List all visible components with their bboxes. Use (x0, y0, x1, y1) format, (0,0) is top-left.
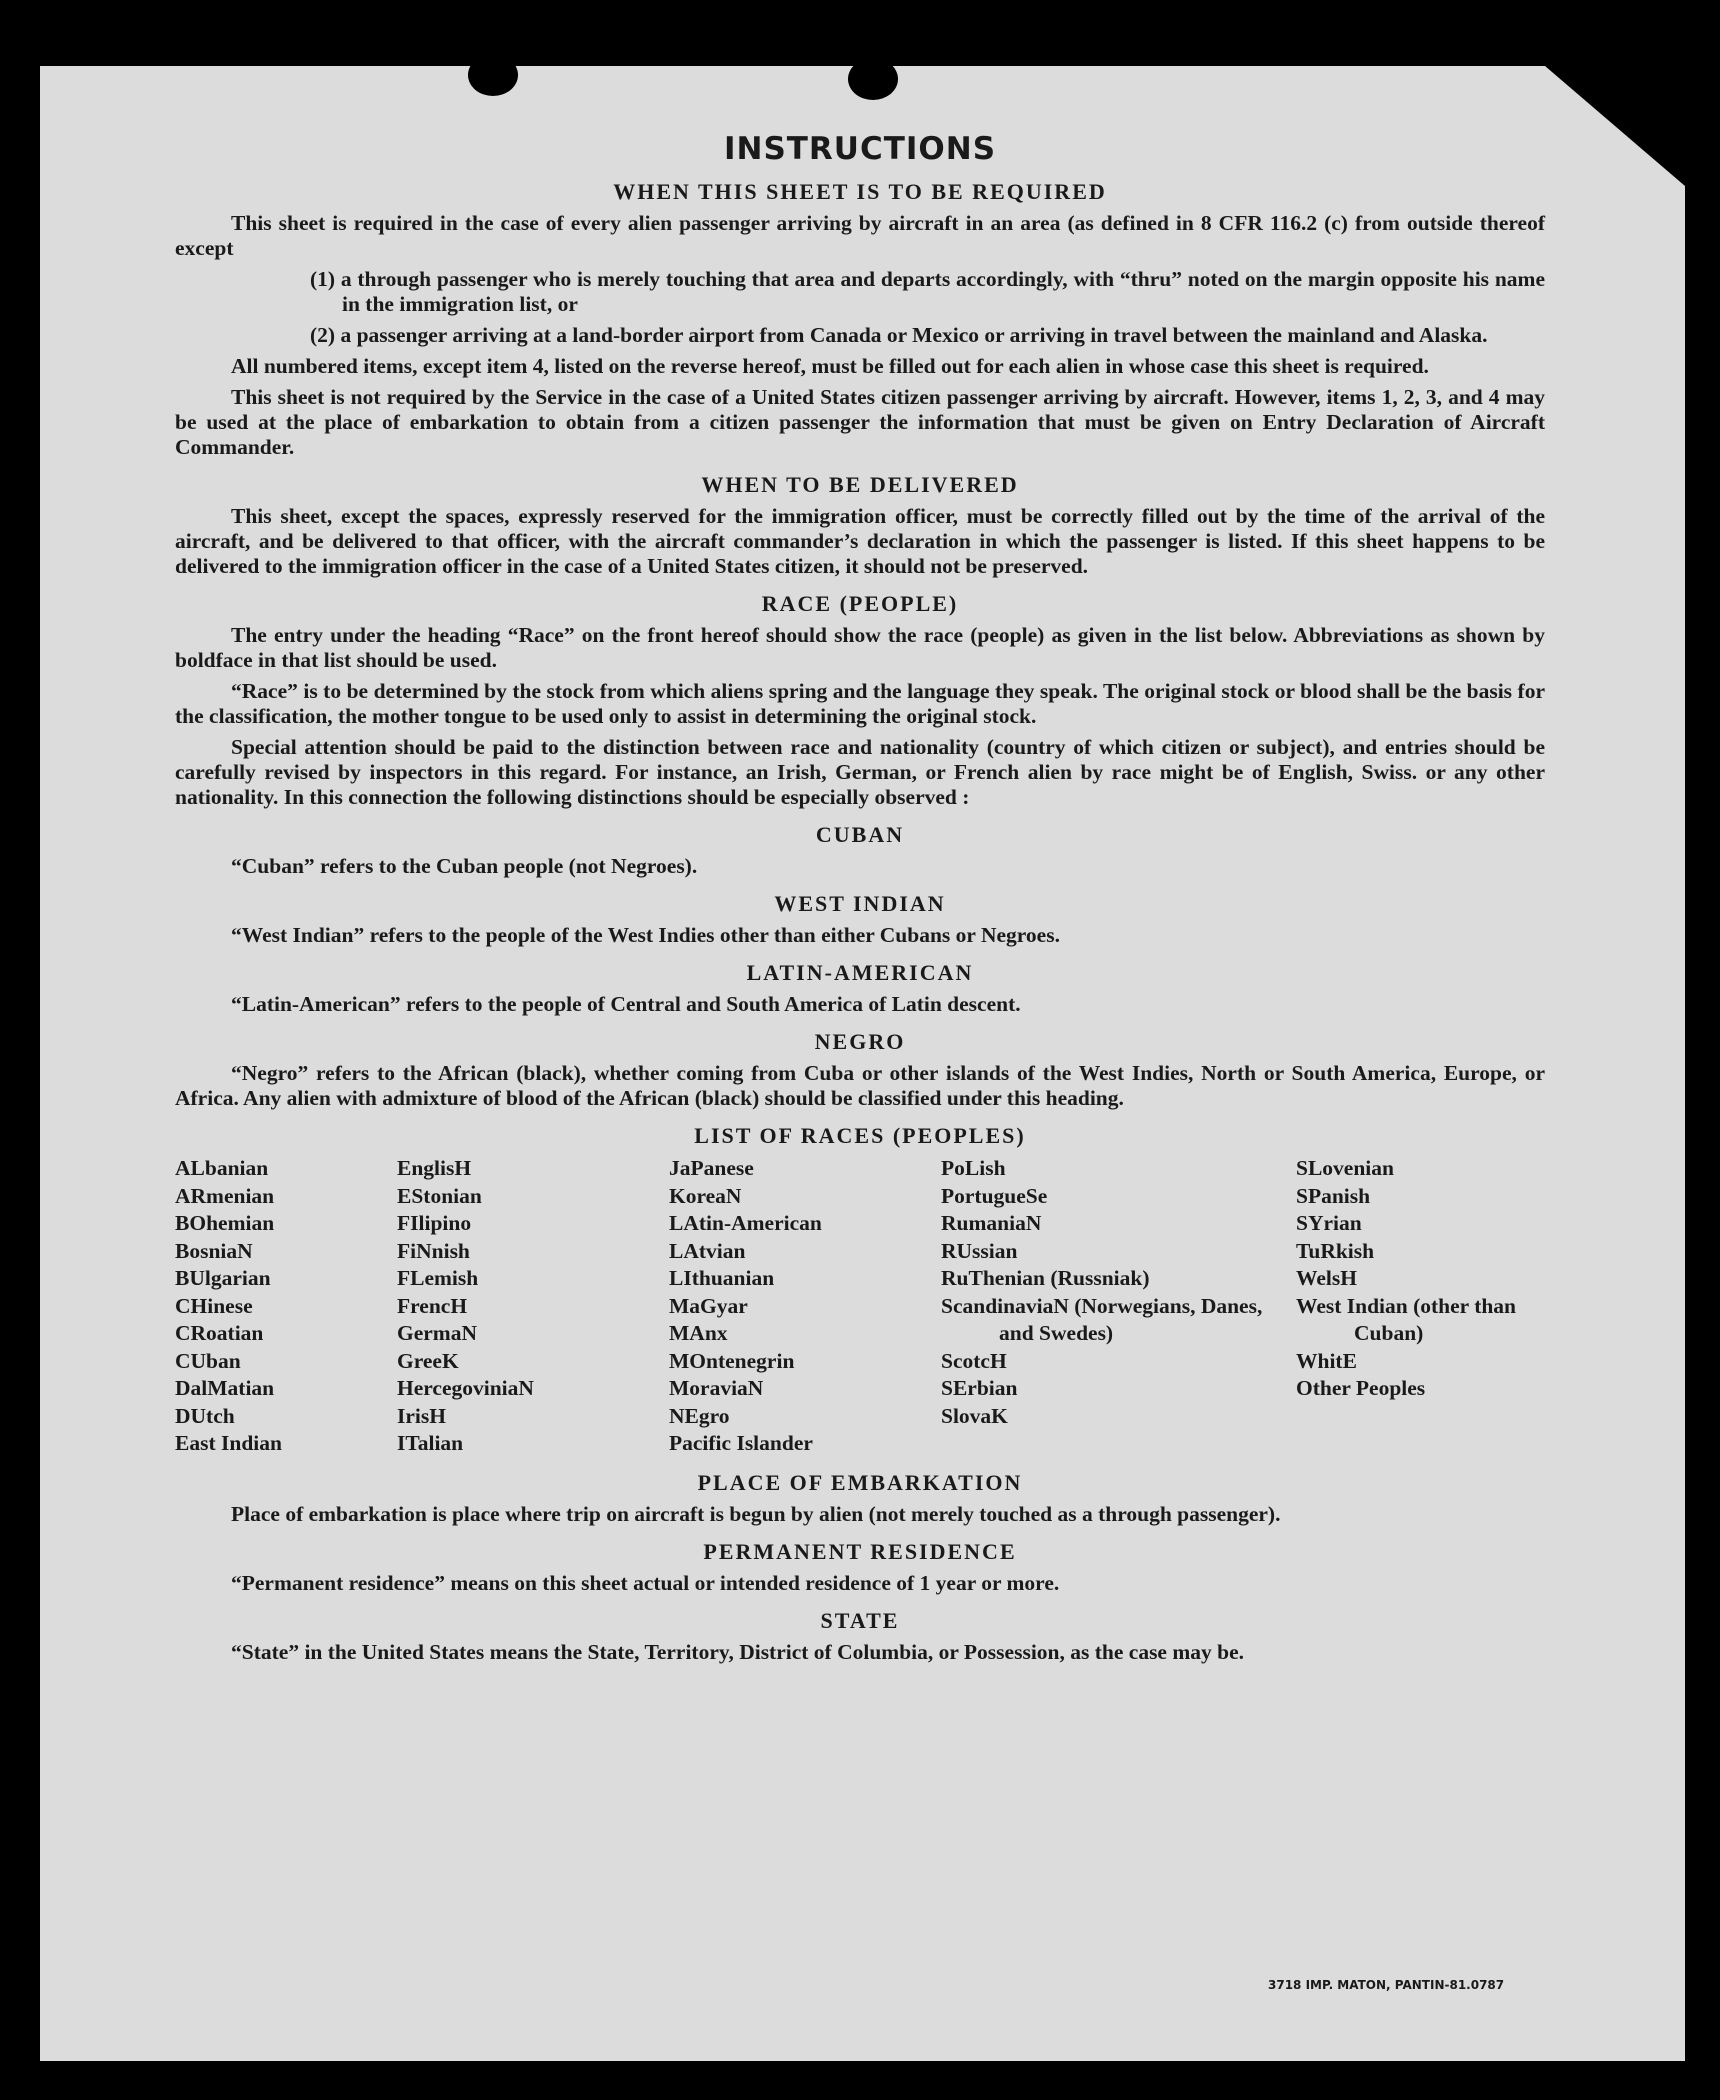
race-item: West Indian (other than Cuban) (1296, 1293, 1517, 1345)
section-heading: PERMANENT RESIDENCE (703, 1538, 1017, 1564)
race-item: East Indian (175, 1431, 282, 1455)
paragraph: This sheet is not required by the Service in the case of a United States citizen passenger arriving by aircraft. However, items 1, 2, 3, and 4 may be used at the place of embarkation to obtain from a citizen passenger the information that must be given on Entry Declaration of Aircraft Commander. (175, 385, 1545, 459)
printer-imprint: 3718 IMP. MATON, PANTIN-81.0787 (1268, 1978, 1505, 1992)
race-item: BOhemian (175, 1211, 275, 1235)
section-heading: STATE (820, 1607, 900, 1633)
punch-hole (468, 54, 518, 96)
race-item: PortugueSe (941, 1183, 1048, 1208)
race-item: EnglisH (397, 1156, 472, 1180)
torn-corner (1545, 66, 1685, 186)
definition: “State” in the United States means the State, Territory, District of Columbia, or Possession, as the case may be. (231, 1639, 1245, 1664)
race-item: FiNnish (397, 1238, 470, 1263)
race-item: FLemish (397, 1266, 479, 1290)
race-item: ITalian (397, 1431, 464, 1455)
race-item: JaPanese (669, 1156, 754, 1180)
definition: “Cuban” refers to the Cuban people (not Negroes). (231, 854, 698, 878)
race-column (175, 1155, 397, 1458)
definition: “Latin-American” refers to the people of Central and South America of Latin descent. (231, 992, 1021, 1016)
race-item: BUlgarian (175, 1266, 271, 1290)
race-item: SLovenian (1296, 1156, 1394, 1180)
race-item: SlovaK (941, 1403, 1008, 1428)
race-item: ScandinaviaN (Norwegians, Danes, and Swedes) (941, 1293, 1263, 1345)
race-item: ScotcH (941, 1348, 1007, 1373)
race-item: RuThenian (Russniak) (941, 1266, 1150, 1290)
race-item: GreeK (397, 1348, 459, 1373)
race-item: LIthuanian (669, 1266, 775, 1290)
race-item: WelsH (1296, 1266, 1357, 1290)
race-column (397, 1155, 669, 1458)
race-item: FrencH (397, 1293, 468, 1318)
race-item: SYrian (1296, 1211, 1362, 1235)
race-item: MoraviaN (669, 1376, 764, 1400)
race-item: CUban (175, 1348, 241, 1373)
race-item: Other Peoples (1296, 1376, 1426, 1400)
race-item: MaGyar (669, 1293, 748, 1318)
race-item: MOntenegrin (669, 1348, 795, 1373)
section-heading: LIST OF RACES (PEOPLES) (694, 1123, 1026, 1148)
paragraph: This sheet is required in the case of every alien passenger arriving by aircraft in an area (as defined in 8 CFR 116.2 (c) from outside thereof except (175, 211, 1545, 260)
list-item: (1) a through passenger who is merely touching that area and departs accordingly, with “thru” noted on the margin opposite his name in the immigration list, or (310, 267, 1545, 316)
section-heading: RACE (PEOPLE) (761, 591, 959, 616)
race-item: Pacific Islander (669, 1431, 813, 1455)
punch-hole (848, 58, 898, 100)
race-item: GermaN (397, 1321, 477, 1345)
race-item: LAtin-American (669, 1211, 822, 1235)
race-item: TuRkish (1296, 1238, 1375, 1263)
race-item: LAtvian (669, 1238, 746, 1263)
section-heading: LATIN-AMERICAN (746, 960, 974, 985)
race-item: RumaniaN (941, 1211, 1042, 1235)
race-column (1296, 1155, 1545, 1458)
race-item: CRoatian (175, 1321, 264, 1345)
race-item: ARmenian (175, 1183, 275, 1208)
section-heading: PLACE OF EMBARKATION (697, 1469, 1023, 1495)
paragraph: Place of embarkation is place where trip on aircraft is begun by alien (not merely touched as a through passenger). (231, 1501, 1281, 1526)
list-item: (2) a passenger arriving at a land-border airport from Canada or Mexico or arriving in travel between the mainland and Alaska. (310, 323, 1488, 347)
race-item: DalMatian (175, 1376, 275, 1400)
race-item: WhitE (1296, 1348, 1357, 1373)
section-heading: CUBAN (815, 822, 905, 847)
race-item: SPanish (1296, 1183, 1371, 1208)
paragraph: This sheet, except the spaces, expressly reserved for the immigration officer, must be correctly filled out by the time of the arrival of the aircraft, and be delivered to that officer, with the aircraft commander’s declaration in which the passenger is listed. If this sheet happens to be delivered to the immigration officer in the case of a United States citizen, it should not be preserved. (175, 504, 1545, 578)
race-item: CHinese (175, 1293, 253, 1318)
race-column (941, 1155, 1296, 1458)
race-item: SErbian (941, 1376, 1018, 1400)
race-item: EStonian (397, 1183, 482, 1208)
paragraph: “Negro” refers to the African (black), whether coming from Cuba or other islands of the West Indies, North or South America, Europe, or Africa. Any alien with admixture of blood of the African (black) should be classified under this heading. (175, 1061, 1545, 1110)
race-item: NEgro (669, 1403, 730, 1428)
section-heading: NEGRO (814, 1029, 906, 1054)
race-column (669, 1155, 941, 1458)
paragraph: “Race” is to be determined by the stock from which aliens spring and the language they speak. The original stock or blood shall be the basis for the classification, the mother tongue to be used only to assist in determining the original stock. (175, 679, 1545, 728)
paragraph: All numbered items, except item 4, listed on the reverse hereof, must be filled out for each alien in whose case this sheet is required. (231, 354, 1429, 378)
race-item: MAnx (669, 1321, 728, 1345)
definition: “Permanent residence” means on this sheet actual or intended residence of 1 year or more. (231, 1570, 1060, 1595)
paragraph: Special attention should be paid to the distinction between race and nationality (country of which citizen or subject), and entries should be carefully revised by inspectors in this regard. For instance, an Irish, German, or French alien by race might be of English, Swiss. or any other nationality. In this connection the following distinctions should be especially observed : (175, 735, 1545, 809)
race-item: RUssian (941, 1238, 1018, 1263)
race-item: KoreaN (669, 1183, 742, 1208)
race-item: DUtch (175, 1403, 235, 1428)
race-item: ALbanian (175, 1156, 269, 1180)
race-item: PoLish (941, 1156, 1006, 1180)
paragraph: The entry under the heading “Race” on the front hereof should show the race (people) as given in the list below. Abbreviations as shown by boldface in that list should be used. (175, 623, 1545, 672)
race-item: FIlipino (397, 1211, 472, 1235)
race-item: IrisH (397, 1403, 446, 1428)
section-heading: WHEN TO BE DELIVERED (701, 472, 1019, 497)
section-heading: WEST INDIAN (774, 891, 946, 916)
page-title: INSTRUCTIONS (723, 131, 997, 167)
instructions-content (175, 125, 1545, 1675)
race-item: BosniaN (175, 1238, 253, 1263)
race-item: HercegoviniaN (397, 1376, 534, 1400)
definition: “West Indian” refers to the people of the West Indies other than either Cubans or Negroes. (231, 923, 1060, 947)
section-heading: WHEN THIS SHEET IS TO BE REQUIRED (613, 179, 1107, 204)
race-list (175, 1155, 1545, 1458)
